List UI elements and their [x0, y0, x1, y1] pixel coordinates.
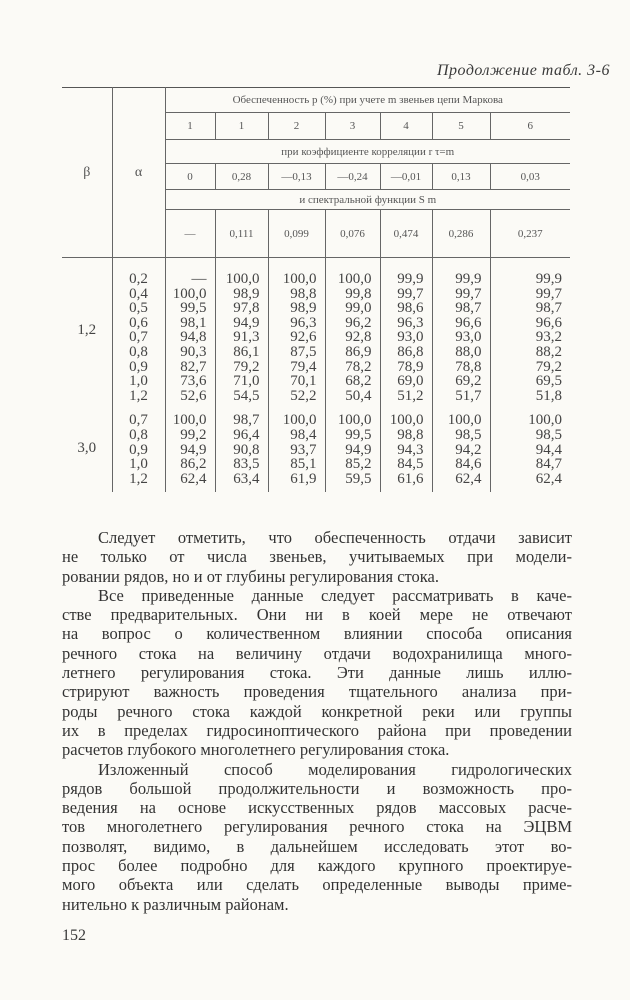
cell-value: 71,0 — [215, 374, 268, 389]
cell-value: 100,0 — [490, 403, 570, 428]
text-line: мого объекта или сделать определенные выводы приме- — [62, 875, 572, 895]
cell-value: 85,1 — [268, 457, 325, 472]
cell-value: 86,2 — [165, 457, 215, 472]
spectral-value: 0,237 — [490, 210, 570, 258]
table-row — [62, 389, 570, 404]
table-title: Обеспеченность p (%) при учете m звеньев цепи Маркова — [165, 88, 570, 113]
cell-value: 61,6 — [380, 472, 432, 493]
text-line: роды речного стока каждой конкретной реки или группы — [62, 701, 572, 721]
alpha-value: 1,2 — [112, 389, 165, 404]
cell-value: 98,1 — [165, 316, 215, 331]
m-value: 1 — [215, 113, 268, 140]
spectral-value: 0,111 — [215, 210, 268, 258]
cell-value: 96,6 — [490, 316, 570, 331]
cell-value: 61,9 — [268, 472, 325, 493]
alpha-value: 0,7 — [112, 330, 165, 345]
spectral-value: 0,076 — [325, 210, 380, 258]
cell-value: 69,0 — [380, 374, 432, 389]
table-row — [62, 428, 570, 443]
cell-value: 99,7 — [380, 287, 432, 302]
cell-value: 100,0 — [380, 403, 432, 428]
cell-value: 94,4 — [490, 443, 570, 458]
cell-value: 98,7 — [215, 403, 268, 428]
cell-value: 68,2 — [325, 374, 380, 389]
cell-value: 99,7 — [432, 287, 490, 302]
correlation-value: 0,03 — [490, 164, 570, 190]
correlation-value: 0 — [165, 164, 215, 190]
cell-value: 52,2 — [268, 389, 325, 404]
cell-value: 93,0 — [380, 330, 432, 345]
text-line: Изложенный способ моделирования гидрологических — [98, 759, 572, 779]
cell-value: 88,2 — [490, 345, 570, 360]
cell-value: 98,5 — [432, 428, 490, 443]
cell-value: 84,6 — [432, 457, 490, 472]
m-value: 5 — [432, 113, 490, 140]
text-line: расчетов глубокого многолетнего регулирования стока. — [62, 740, 450, 760]
table-row — [62, 374, 570, 389]
cell-value: 96,3 — [268, 316, 325, 331]
table-row — [62, 443, 570, 458]
cell-value: 54,5 — [215, 389, 268, 404]
m-value: 2 — [268, 113, 325, 140]
m-value: 4 — [380, 113, 432, 140]
body-text — [62, 528, 572, 914]
cell-value: 62,4 — [432, 472, 490, 493]
table-continuation-header: Продолжение табл. 3-6 — [436, 62, 610, 79]
text-line: нительно к различным районам. — [62, 894, 289, 914]
cell-value: — — [165, 258, 215, 287]
cell-value: 98,7 — [432, 301, 490, 316]
cell-value: 99,7 — [490, 287, 570, 302]
correlation-value: 0,28 — [215, 164, 268, 190]
data-table — [62, 87, 570, 492]
cell-value: 100,0 — [215, 258, 268, 287]
alpha-value: 0,9 — [112, 443, 165, 458]
cell-value: 98,8 — [268, 287, 325, 302]
cell-value: 52,6 — [165, 389, 215, 404]
cell-value: 79,2 — [490, 360, 570, 375]
cell-value: 92,8 — [325, 330, 380, 345]
beta-value: 3,0 — [77, 439, 97, 456]
text-line: стрируют важность проведения тщательного анализа при- — [62, 682, 572, 702]
table-row — [62, 301, 570, 316]
alpha-value: 0,8 — [112, 428, 165, 443]
cell-value: 86,9 — [325, 345, 380, 360]
cell-value: 51,7 — [432, 389, 490, 404]
cell-value: 94,3 — [380, 443, 432, 458]
beta-value: 1,2 — [77, 322, 97, 339]
cell-value: 98,8 — [380, 428, 432, 443]
cell-value: 93,0 — [432, 330, 490, 345]
cell-value: 96,4 — [215, 428, 268, 443]
cell-value: 82,7 — [165, 360, 215, 375]
cell-value: 96,2 — [325, 316, 380, 331]
correlation-value: —0,13 — [268, 164, 325, 190]
cell-value: 100,0 — [268, 403, 325, 428]
cell-value: 84,7 — [490, 457, 570, 472]
cell-value: 94,8 — [165, 330, 215, 345]
cell-value: 50,4 — [325, 389, 380, 404]
cell-value: 88,0 — [432, 345, 490, 360]
cell-value: 78,9 — [380, 360, 432, 375]
cell-value: 62,4 — [490, 472, 570, 493]
text-line: тов многолетнего регулирования речного стока на ЭЦВМ — [62, 817, 572, 837]
m-value: 3 — [325, 113, 380, 140]
cell-value: 99,9 — [380, 258, 432, 287]
correlation-value: —0,24 — [325, 164, 380, 190]
page-number: 152 — [62, 927, 86, 944]
correlation-label: при коэффициенте корреляции r τ=m — [165, 140, 570, 164]
alpha-value: 0,5 — [112, 301, 165, 316]
cell-value: 86,1 — [215, 345, 268, 360]
spectral-label: и спектральной функции S m — [165, 190, 570, 210]
cell-value: 63,4 — [215, 472, 268, 493]
cell-value: 100,0 — [165, 287, 215, 302]
correlation-value: —0,01 — [380, 164, 432, 190]
alpha-value: 0,6 — [112, 316, 165, 331]
cell-value: 94,9 — [215, 316, 268, 331]
table-row — [62, 258, 570, 287]
cell-value: 99,8 — [325, 287, 380, 302]
cell-value: 84,5 — [380, 457, 432, 472]
spectral-value: — — [165, 210, 215, 258]
alpha-value: 0,7 — [112, 403, 165, 428]
m-value: 6 — [490, 113, 570, 140]
cell-value: 51,2 — [380, 389, 432, 404]
cell-value: 98,7 — [490, 301, 570, 316]
cell-value: 90,3 — [165, 345, 215, 360]
table-row — [62, 472, 570, 493]
text-line: стве предварительных. Они ни в коей мере не отвечают — [62, 605, 572, 625]
text-line: прос более подробно для каждого крупного проектируе- — [62, 856, 572, 876]
table-row — [62, 360, 570, 375]
cell-value: 100,0 — [165, 403, 215, 428]
cell-value: 93,7 — [268, 443, 325, 458]
cell-value: 62,4 — [165, 472, 215, 493]
cell-value: 94,2 — [432, 443, 490, 458]
cell-value: 51,8 — [490, 389, 570, 404]
cell-value: 100,0 — [325, 258, 380, 287]
alpha-value: 1,2 — [112, 472, 165, 493]
spectral-value: 0,474 — [380, 210, 432, 258]
cell-value: 87,5 — [268, 345, 325, 360]
cell-value: 98,9 — [268, 301, 325, 316]
spectral-value: 0,099 — [268, 210, 325, 258]
text-line: ведения на основе искусственных рядов массовых расче- — [62, 798, 572, 818]
cell-value: 92,6 — [268, 330, 325, 345]
cell-value: 98,6 — [380, 301, 432, 316]
cell-value: 100,0 — [325, 403, 380, 428]
text-line: рядов большой продолжительности и возможность про- — [62, 778, 572, 798]
text-line: позволят, видимо, в дальнейшем исследовать этот во- — [62, 836, 572, 856]
cell-value: 73,6 — [165, 374, 215, 389]
text-line: летнего регулирования стока. Эти данные лишь иллю- — [62, 663, 572, 683]
cell-value: 78,8 — [432, 360, 490, 375]
cell-value: 100,0 — [432, 403, 490, 428]
alpha-header: α — [112, 88, 165, 258]
text-line: речного стока на величину отдачи водохранилища много- — [62, 643, 572, 663]
table-row — [62, 330, 570, 345]
cell-value: 59,5 — [325, 472, 380, 493]
table-row — [62, 457, 570, 472]
text-line: ровании рядов, но и от глубины регулирования стока. — [62, 566, 440, 586]
cell-value: 94,9 — [325, 443, 380, 458]
cell-value: 100,0 — [268, 258, 325, 287]
alpha-value: 1,0 — [112, 457, 165, 472]
cell-value: 99,9 — [432, 258, 490, 287]
alpha-value: 0,8 — [112, 345, 165, 360]
table-row — [62, 345, 570, 360]
alpha-value: 1,0 — [112, 374, 165, 389]
cell-value: 99,5 — [325, 428, 380, 443]
cell-value: 98,4 — [268, 428, 325, 443]
cell-value: 69,2 — [432, 374, 490, 389]
cell-value: 98,5 — [490, 428, 570, 443]
cell-value: 99,0 — [325, 301, 380, 316]
table-row — [62, 316, 570, 331]
beta-header: β — [62, 88, 112, 258]
cell-value: 93,2 — [490, 330, 570, 345]
cell-value: 90,8 — [215, 443, 268, 458]
cell-value: 70,1 — [268, 374, 325, 389]
cell-value: 85,2 — [325, 457, 380, 472]
text-line: Следует отметить, что обеспеченность отдачи зависит — [98, 528, 572, 547]
cell-value: 78,2 — [325, 360, 380, 375]
cell-value: 97,8 — [215, 301, 268, 316]
alpha-value: 0,2 — [112, 258, 165, 287]
cell-value: 79,4 — [268, 360, 325, 375]
cell-value: 99,2 — [165, 428, 215, 443]
text-line: на вопрос о количественном влиянии способа описания — [62, 624, 572, 644]
text-line: не только от числа звеньев, учитываемых при модели- — [62, 547, 572, 567]
correlation-value: 0,13 — [432, 164, 490, 190]
cell-value: 83,5 — [215, 457, 268, 472]
alpha-value: 0,9 — [112, 360, 165, 375]
cell-value: 91,3 — [215, 330, 268, 345]
cell-value: 69,5 — [490, 374, 570, 389]
cell-value: 96,3 — [380, 316, 432, 331]
m-value: 1 — [165, 113, 215, 140]
cell-value: 99,9 — [490, 258, 570, 287]
cell-value: 79,2 — [215, 360, 268, 375]
spectral-value: 0,286 — [432, 210, 490, 258]
alpha-value: 0,4 — [112, 287, 165, 302]
cell-value: 98,9 — [215, 287, 268, 302]
table-row — [62, 287, 570, 302]
table-row — [62, 403, 570, 428]
text-line: Все приведенные данные следует рассматривать в каче- — [98, 585, 572, 605]
cell-value: 94,9 — [165, 443, 215, 458]
text-line: их в пределах гидросиноптического района при проведении — [62, 720, 572, 740]
cell-value: 99,5 — [165, 301, 215, 316]
cell-value: 86,8 — [380, 345, 432, 360]
cell-value: 96,6 — [432, 316, 490, 331]
